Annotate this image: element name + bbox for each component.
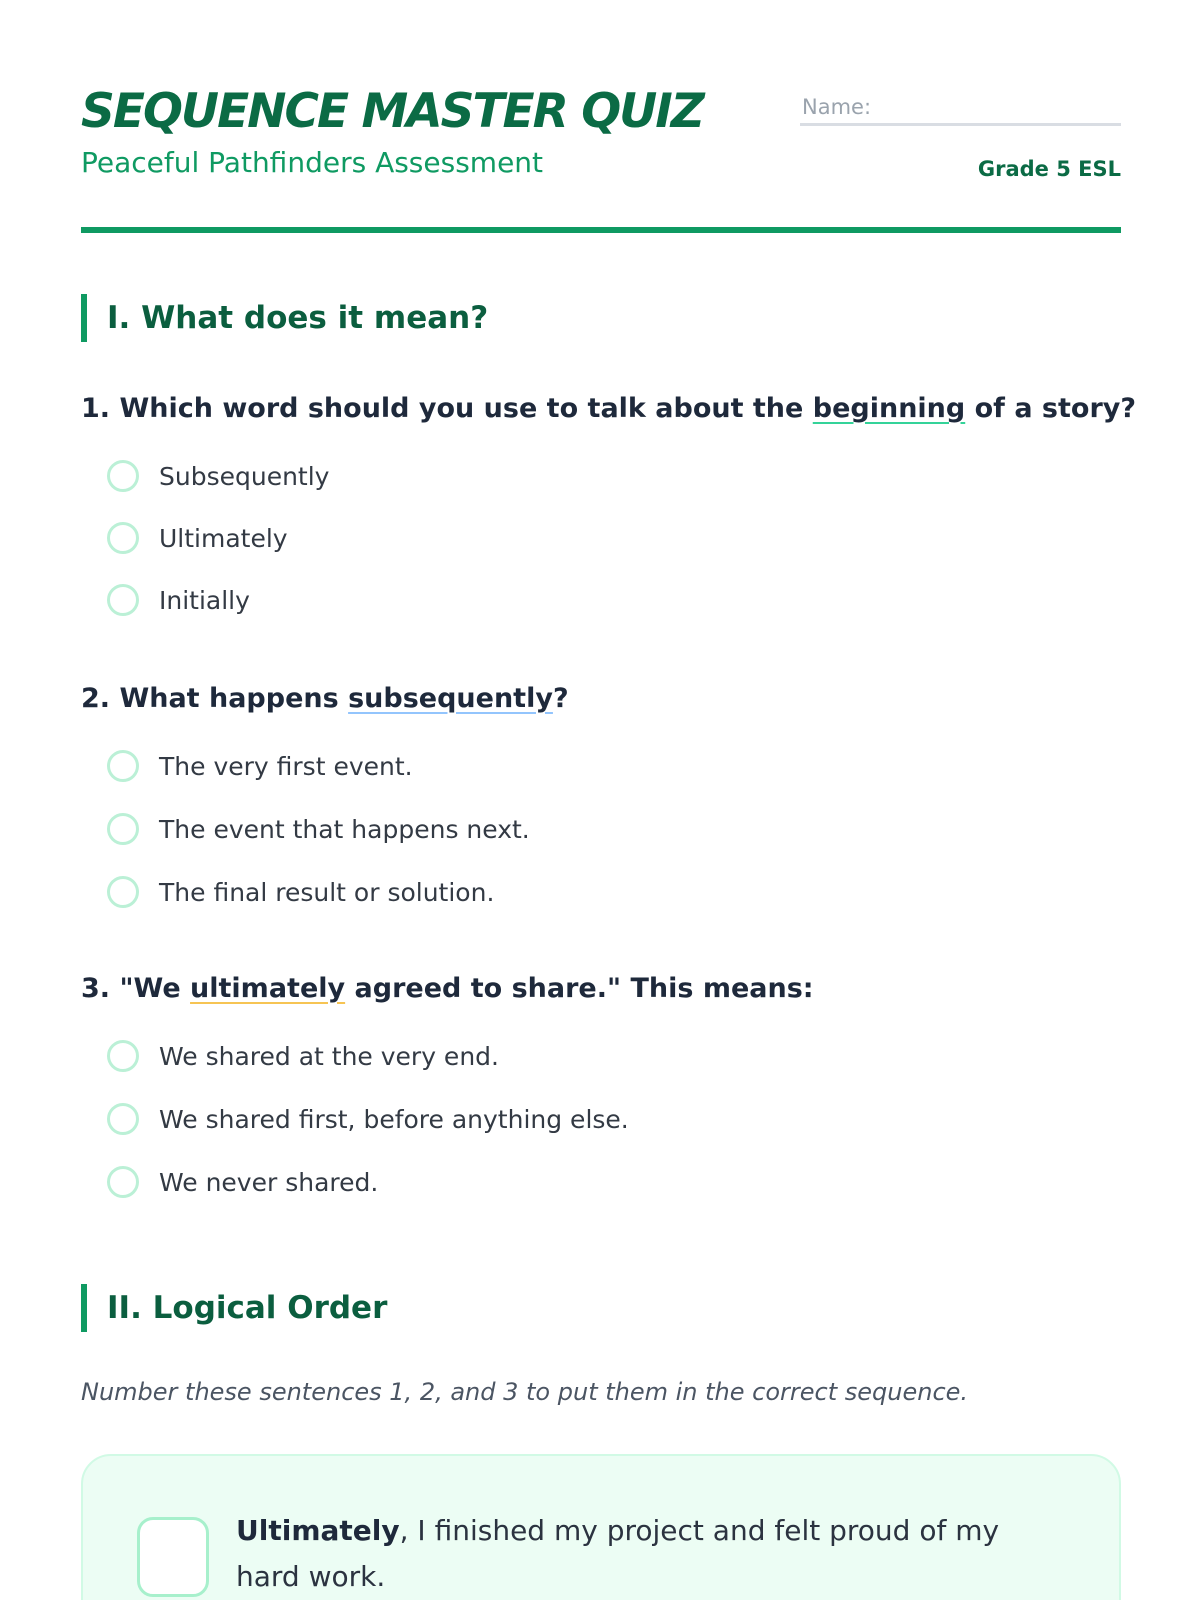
question-3-text-end: agreed to share." This means: [345, 973, 814, 1004]
q3-option-b[interactable] [107, 1101, 629, 1137]
option-label: We shared first, before anything else. [159, 1104, 629, 1134]
question-2 [81, 683, 569, 714]
question-2-text-start: 2. What happens [81, 683, 349, 714]
sequence-sentence [236, 1508, 1016, 1600]
sequence-sentence-text: , I finished my project and felt proud of my hard work. [236, 1514, 1000, 1593]
q2-option-c[interactable] [107, 874, 494, 910]
radio-button[interactable] [107, 460, 139, 492]
option-label: Initially [159, 585, 250, 615]
q1-option-c[interactable] [107, 582, 250, 618]
question-2-keyword: subsequently [348, 683, 553, 714]
radio-button[interactable] [107, 750, 139, 782]
name-field[interactable] [800, 90, 1121, 126]
option-label: The very first event. [159, 751, 413, 781]
option-label: Ultimately [159, 523, 288, 553]
option-label: The event that happens next. [159, 814, 530, 844]
q3-option-a[interactable] [107, 1038, 499, 1074]
quiz-page [81, 0, 1137, 1600]
option-label: Subsequently [159, 461, 330, 491]
q1-option-b[interactable] [107, 520, 288, 556]
radio-button[interactable] [107, 1166, 139, 1198]
quiz-title: SEQUENCE MASTER QUIZ [81, 84, 703, 139]
question-1 [81, 393, 1136, 424]
instructions-text: Number these sentences 1, 2, and 3 to put them in the correct sequence. [81, 1378, 969, 1406]
q1-option-a[interactable] [107, 458, 329, 494]
radio-button[interactable] [107, 1103, 139, 1135]
q2-option-b[interactable] [107, 811, 530, 847]
q3-option-c[interactable] [107, 1164, 378, 1200]
sequence-number-input[interactable] [137, 1517, 209, 1597]
name-label: Name: [802, 95, 872, 119]
radio-button[interactable] [107, 522, 139, 554]
sequence-item-card [81, 1454, 1121, 1600]
radio-button[interactable] [107, 1040, 139, 1072]
radio-button[interactable] [107, 584, 139, 616]
q2-option-a[interactable] [107, 748, 413, 784]
section-heading-logical-order: II. Logical Order [81, 1284, 387, 1332]
grade-label: Grade 5 ESL [977, 157, 1121, 181]
option-label: We shared at the very end. [159, 1041, 499, 1071]
question-2-text-end: ? [552, 683, 569, 714]
question-3-text-start: 3. "We [81, 973, 191, 1004]
question-3 [81, 973, 814, 1004]
radio-button[interactable] [107, 813, 139, 845]
quiz-subtitle: Peaceful Pathfinders Assessment [81, 146, 544, 179]
question-1-text-start: 1. Which word should you use to talk about the [81, 393, 813, 424]
option-label: We never shared. [159, 1167, 379, 1197]
section-heading-meaning: I. What does it mean? [81, 294, 488, 342]
radio-button[interactable] [107, 876, 139, 908]
header-divider [81, 227, 1121, 233]
question-3-keyword: ultimately [190, 973, 346, 1004]
question-1-keyword: beginning [812, 393, 966, 424]
sequence-keyword: Ultimately [236, 1514, 400, 1547]
question-1-text-end: of a story? [965, 393, 1137, 424]
option-label: The final result or solution. [159, 877, 495, 907]
